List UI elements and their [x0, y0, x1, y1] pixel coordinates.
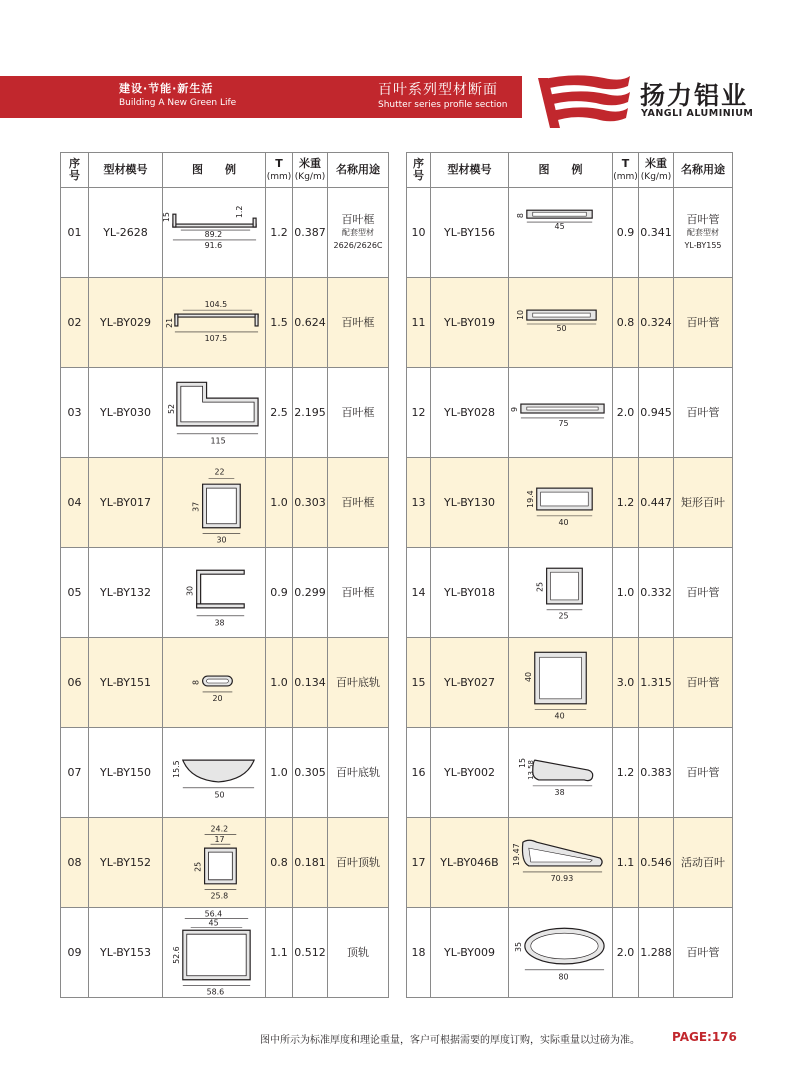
row-weight: 0.546	[639, 818, 674, 908]
col-weight: 米重 (Kg/m)	[293, 153, 328, 188]
profile-table-right	[406, 152, 733, 998]
row-model: YL-BY027	[431, 638, 509, 728]
row-usage: 百叶框 配套型材 2626/2626C	[328, 188, 389, 278]
row-thickness: 0.8	[613, 278, 639, 368]
svg-text:13.58: 13.58	[526, 760, 535, 780]
row-model: YL-2628	[89, 188, 163, 278]
svg-text:22: 22	[214, 467, 225, 477]
profile-figure	[509, 188, 613, 278]
table-row	[407, 278, 733, 368]
svg-text:35: 35	[513, 941, 523, 953]
svg-text:19.4: 19.4	[525, 490, 535, 508]
svg-text:15: 15	[161, 212, 171, 223]
col-usage: 名称用途	[328, 153, 389, 188]
footer-note: 图中所示为标准厚度和理论重量，客户可根据需要的厚度订购，实际重量以过磅为准。	[260, 1035, 640, 1046]
series-title-en: Shutter series profile section	[378, 100, 508, 110]
svg-text:25: 25	[193, 861, 203, 872]
row-model: YL-BY009	[431, 908, 509, 998]
profile-figure	[163, 818, 266, 908]
svg-text:52.6: 52.6	[171, 946, 181, 964]
svg-text:20: 20	[212, 693, 223, 703]
row-thickness: 1.2	[613, 458, 639, 548]
row-weight: 0.181	[293, 818, 328, 908]
row-model: YL-BY018	[431, 548, 509, 638]
profile-figure	[163, 368, 266, 458]
svg-text:24.2: 24.2	[210, 824, 229, 834]
svg-text:9: 9	[509, 406, 519, 413]
svg-text:10: 10	[515, 309, 525, 321]
svg-text:50: 50	[556, 323, 567, 333]
table-row	[61, 458, 389, 548]
row-usage: 矩形百叶	[674, 458, 733, 548]
row-model: YL-BY132	[89, 548, 163, 638]
row-usage: 百叶管	[674, 908, 733, 998]
profile-figure	[163, 458, 266, 548]
row-weight: 2.195	[293, 368, 328, 458]
table-header-row	[61, 153, 389, 188]
table-row	[61, 278, 389, 368]
col-thickness: T (mm)	[613, 153, 639, 188]
profile-figure	[163, 638, 266, 728]
svg-text:56.4: 56.4	[204, 909, 223, 919]
row-weight: 0.387	[293, 188, 328, 278]
row-model: YL-BY130	[431, 458, 509, 548]
row-thickness: 1.2	[266, 188, 293, 278]
row-usage: 百叶管	[674, 728, 733, 818]
row-weight: 0.447	[639, 458, 674, 548]
brand-name-en: YANGLI ALUMINIUM	[641, 108, 754, 119]
row-model: YL-BY019	[431, 278, 509, 368]
col-usage: 名称用途	[674, 153, 733, 188]
row-model: YL-BY150	[89, 728, 163, 818]
col-seq: 序号	[407, 153, 431, 188]
table-row	[61, 368, 389, 458]
svg-text:45: 45	[208, 918, 219, 928]
profile-figure	[163, 278, 266, 368]
row-model: YL-BY002	[431, 728, 509, 818]
svg-text:21: 21	[164, 317, 174, 328]
table-row	[407, 728, 733, 818]
table-row	[407, 458, 733, 548]
row-seq: 17	[407, 818, 431, 908]
profile-figure	[509, 458, 613, 548]
row-seq: 16	[407, 728, 431, 818]
col-model: 型材模号	[431, 153, 509, 188]
profile-figure	[163, 188, 266, 278]
row-seq: 09	[61, 908, 89, 998]
profile-figure	[509, 368, 613, 458]
table-row	[407, 908, 733, 998]
row-weight: 0.303	[293, 458, 328, 548]
profile-figure	[163, 728, 266, 818]
row-thickness: 2.0	[613, 908, 639, 998]
svg-text:75: 75	[558, 418, 569, 428]
row-seq: 13	[407, 458, 431, 548]
row-thickness: 1.2	[613, 728, 639, 818]
row-weight: 1.288	[639, 908, 674, 998]
svg-text:25.8: 25.8	[210, 891, 229, 901]
row-usage: 活动百叶	[674, 818, 733, 908]
row-usage: 百叶底轨	[328, 728, 389, 818]
svg-text:30: 30	[185, 585, 195, 596]
row-seq: 04	[61, 458, 89, 548]
row-weight: 1.315	[639, 638, 674, 728]
row-weight: 0.512	[293, 908, 328, 998]
series-title-cn: 百叶系列型材断面	[378, 82, 498, 98]
table-row	[61, 908, 389, 998]
row-seq: 08	[61, 818, 89, 908]
row-seq: 02	[61, 278, 89, 368]
table-row	[407, 188, 733, 278]
row-weight: 0.305	[293, 728, 328, 818]
profile-figure	[163, 548, 266, 638]
row-weight: 0.624	[293, 278, 328, 368]
svg-text:40: 40	[554, 711, 565, 721]
table-row	[61, 638, 389, 728]
row-thickness: 1.5	[266, 278, 293, 368]
profile-figure	[163, 908, 266, 998]
row-seq: 18	[407, 908, 431, 998]
profile-figure	[509, 278, 613, 368]
svg-text:38: 38	[214, 618, 225, 628]
row-weight: 0.945	[639, 368, 674, 458]
row-weight: 0.299	[293, 548, 328, 638]
profile-figure	[509, 728, 613, 818]
row-usage: 百叶底轨	[328, 638, 389, 728]
col-thickness: T (mm)	[266, 153, 293, 188]
row-thickness: 1.1	[613, 818, 639, 908]
row-usage: 顶轨	[328, 908, 389, 998]
row-thickness: 2.5	[266, 368, 293, 458]
row-usage: 百叶管	[674, 638, 733, 728]
svg-text:15.5: 15.5	[171, 760, 181, 778]
row-model: YL-BY017	[89, 458, 163, 548]
row-usage: 百叶框	[328, 278, 389, 368]
row-seq: 05	[61, 548, 89, 638]
row-thickness: 3.0	[613, 638, 639, 728]
row-thickness: 1.1	[266, 908, 293, 998]
svg-text:8: 8	[191, 679, 201, 685]
svg-text:107.5: 107.5	[204, 333, 228, 343]
row-usage: 百叶管	[674, 368, 733, 458]
profile-figure	[509, 548, 613, 638]
col-figure: 图 例	[509, 153, 613, 188]
svg-text:89.2: 89.2	[204, 229, 223, 239]
table-row	[61, 548, 389, 638]
row-model: YL-BY153	[89, 908, 163, 998]
col-weight: 米重 (Kg/m)	[639, 153, 674, 188]
col-model: 型材模号	[89, 153, 163, 188]
row-usage: 百叶框	[328, 458, 389, 548]
row-thickness: 0.9	[613, 188, 639, 278]
row-weight: 0.383	[639, 728, 674, 818]
svg-text:50: 50	[214, 790, 225, 800]
svg-text:45: 45	[554, 222, 565, 232]
svg-text:91.6: 91.6	[204, 240, 223, 250]
svg-text:40: 40	[523, 671, 533, 683]
table-row	[407, 548, 733, 638]
row-model: YL-BY151	[89, 638, 163, 728]
row-model: YL-BY152	[89, 818, 163, 908]
svg-text:40: 40	[558, 517, 569, 527]
profile-table-left	[60, 152, 389, 998]
row-usage: 百叶管	[674, 278, 733, 368]
table-row	[61, 188, 389, 278]
row-usage: 百叶管	[674, 548, 733, 638]
row-weight: 0.332	[639, 548, 674, 638]
svg-text:80: 80	[558, 972, 569, 982]
svg-text:115: 115	[210, 436, 226, 446]
table-row	[61, 728, 389, 818]
table-row	[407, 818, 733, 908]
row-usage: 百叶框	[328, 548, 389, 638]
profile-figure	[509, 638, 613, 728]
row-usage: 百叶顶轨	[328, 818, 389, 908]
svg-text:25: 25	[558, 611, 569, 621]
row-model: YL-BY046B	[431, 818, 509, 908]
svg-text:37: 37	[191, 501, 201, 512]
svg-text:25: 25	[535, 581, 545, 593]
row-weight: 0.324	[639, 278, 674, 368]
svg-text:52: 52	[166, 403, 176, 414]
row-thickness: 0.8	[266, 818, 293, 908]
row-model: YL-BY156	[431, 188, 509, 278]
row-seq: 15	[407, 638, 431, 728]
table-row	[407, 638, 733, 728]
row-thickness: 1.0	[266, 638, 293, 728]
row-thickness: 1.0	[266, 728, 293, 818]
svg-text:104.5: 104.5	[204, 300, 228, 310]
row-seq: 10	[407, 188, 431, 278]
yangli-logo-icon	[534, 70, 634, 132]
profile-figure	[509, 908, 613, 998]
row-seq: 06	[61, 638, 89, 728]
row-weight: 0.341	[639, 188, 674, 278]
row-seq: 12	[407, 368, 431, 458]
svg-text:8: 8	[515, 213, 525, 219]
svg-text:19.47: 19.47	[511, 843, 521, 866]
row-model: YL-BY028	[431, 368, 509, 458]
svg-text:70.93: 70.93	[550, 873, 574, 883]
row-usage: 百叶框	[328, 368, 389, 458]
brand-name-cn: 扬力铝业	[640, 81, 749, 110]
row-seq: 14	[407, 548, 431, 638]
slogan-cn: 建设·节能·新生活	[119, 82, 214, 95]
row-thickness: 1.0	[266, 458, 293, 548]
slogan-en: Building A New Green Life	[119, 98, 237, 108]
row-thickness: 2.0	[613, 368, 639, 458]
row-usage: 百叶管 配套型材 YL-BY155	[674, 188, 733, 278]
svg-text:15: 15	[517, 757, 527, 769]
row-model: YL-BY030	[89, 368, 163, 458]
profile-figure	[509, 818, 613, 908]
svg-text:30: 30	[216, 535, 227, 545]
svg-text:58.6: 58.6	[206, 987, 225, 997]
page-number: PAGE:176	[672, 1030, 737, 1044]
svg-text:1.2: 1.2	[235, 205, 245, 219]
row-seq: 03	[61, 368, 89, 458]
row-thickness: 0.9	[266, 548, 293, 638]
svg-text:38: 38	[554, 787, 565, 797]
table-row	[407, 368, 733, 458]
row-seq: 11	[407, 278, 431, 368]
row-model: YL-BY029	[89, 278, 163, 368]
col-seq: 序号	[61, 153, 89, 188]
row-weight: 0.134	[293, 638, 328, 728]
svg-text:17: 17	[214, 835, 225, 845]
row-seq: 01	[61, 188, 89, 278]
row-thickness: 1.0	[613, 548, 639, 638]
table-row	[61, 818, 389, 908]
col-figure: 图 例	[163, 153, 266, 188]
row-seq: 07	[61, 728, 89, 818]
table-header-row	[407, 153, 733, 188]
